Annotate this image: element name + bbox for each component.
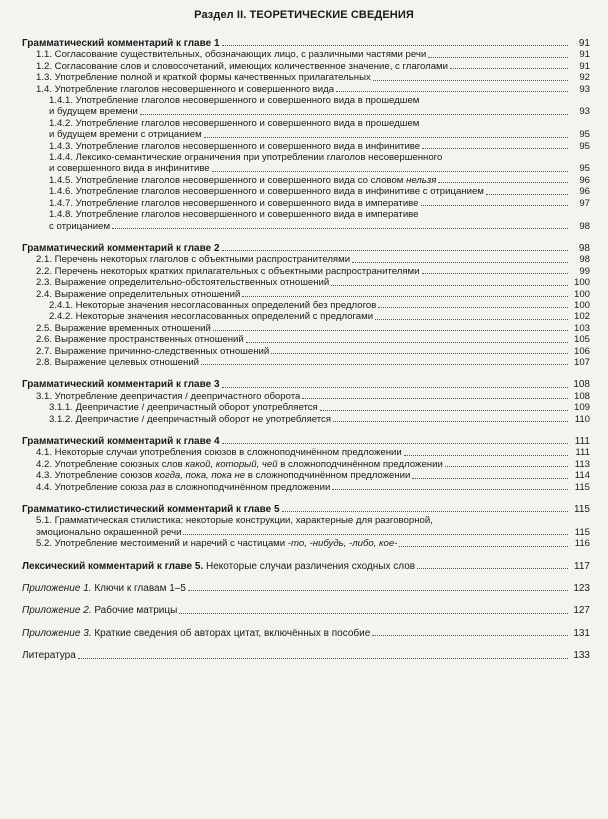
toc-entry-text-cont: и совершенного вида в инфинитиве	[49, 163, 210, 175]
page-number: 93	[579, 83, 590, 95]
toc-entry[interactable]	[22, 61, 590, 72]
toc-entry[interactable]	[22, 402, 590, 413]
literature-text: Литература	[22, 650, 76, 662]
toc-entry-text-main: 1.4.7. Употребление глаголов несовершенного и совершенного вида в императиве	[49, 197, 419, 209]
appendix-entry[interactable]	[22, 628, 590, 639]
toc-entry-text-main: 5.2. Употребление местоимений и наречий с частицами	[36, 538, 288, 550]
table-of-contents	[22, 38, 590, 662]
dot-leader	[450, 68, 568, 69]
toc-entry-text	[49, 311, 373, 322]
dot-leader	[242, 296, 568, 297]
toc-entry-text	[22, 561, 415, 572]
page-number: 99	[579, 265, 590, 277]
toc-entry-line1	[22, 209, 590, 220]
page-number: 93	[579, 106, 590, 118]
toc-entry-text	[22, 436, 220, 447]
lexical-entry[interactable]	[22, 561, 590, 572]
toc-entry[interactable]	[22, 334, 590, 345]
toc-entry-text	[36, 346, 269, 357]
page-number: 96	[579, 186, 590, 198]
appendix-label: Приложение 3.	[22, 627, 92, 639]
dot-leader	[320, 410, 568, 411]
toc-entry-text-main: 2.3. Выражение определительно-обстоятельственных отношений	[36, 277, 330, 289]
dot-leader	[422, 148, 568, 149]
toc-entry-text	[36, 334, 244, 345]
dot-leader	[188, 590, 568, 591]
toc-entry[interactable]	[22, 72, 590, 83]
toc-entry[interactable]	[22, 323, 590, 334]
dot-leader	[112, 228, 568, 229]
toc-entry-italic: когда, пока, пока не	[155, 470, 246, 482]
toc-entry[interactable]	[22, 527, 590, 538]
toc-entry-italic: какой, который, чей	[185, 458, 278, 470]
toc-entry[interactable]	[22, 311, 590, 322]
toc-entry-text-main: 4.1. Некоторые случаи употребления союзов в сложноподчинённом предложении	[36, 447, 402, 459]
toc-entry-text	[36, 447, 402, 458]
dot-leader	[378, 307, 568, 308]
page-number: 98	[578, 242, 590, 254]
dot-leader	[282, 511, 568, 512]
toc-entry-text-main: 2.4. Выражение определительных отношений	[36, 288, 241, 300]
dot-leader	[222, 45, 568, 46]
page-number: 131	[573, 627, 590, 639]
toc-entry-italic: раз	[150, 481, 166, 493]
toc-entry-text: 1.4.2. Употребление глаголов несовершенного и совершенного вида в прошедшем	[49, 117, 420, 129]
dot-leader	[78, 658, 568, 659]
toc-entry-text-main: 2.2. Перечень некоторых кратких прилагательных с объектными распространителями	[36, 265, 420, 277]
page-number: 109	[573, 402, 590, 414]
section-gap	[22, 493, 590, 504]
toc-entry-text	[36, 470, 410, 481]
page-number: 110	[574, 413, 590, 425]
toc-entry-text: 1.4.8. Употребление глаголов несовершенного и совершенного вида в императиве	[49, 209, 419, 221]
page-number: 91	[578, 38, 590, 49]
toc-entry-text	[22, 650, 76, 661]
toc-entry-text	[36, 538, 397, 549]
toc-entry-text-main: 2.4.2. Некоторые значения несогласованных определений с предлогами	[49, 311, 374, 323]
section-title[interactable]	[22, 504, 590, 515]
toc-entry-text	[22, 605, 177, 616]
toc-entry-line1	[22, 515, 590, 526]
page-number: 97	[579, 197, 590, 209]
page-number: 96	[579, 174, 590, 186]
toc-entry[interactable]	[22, 198, 590, 209]
toc-entry-text	[22, 504, 280, 515]
page-number: 117	[574, 560, 590, 572]
page-number: 127	[573, 605, 590, 617]
dot-leader	[222, 443, 568, 444]
dot-leader	[179, 613, 568, 614]
toc-entry-text	[36, 323, 211, 334]
dot-leader	[486, 194, 568, 195]
toc-entry-text-main: 1.1. Согласование существительных, обозначающих лицо, с различными частями речи	[36, 49, 427, 61]
section-gap	[22, 232, 590, 243]
toc-entry[interactable]	[22, 447, 590, 458]
toc-entry-text-cont: и будущем времени	[49, 106, 138, 118]
page-number: 106	[573, 345, 590, 357]
toc-entry-text	[36, 266, 420, 277]
toc-entry-text: 5.1. Грамматическая стилистика: некоторые конструкции, характерные для разговорной,	[36, 515, 433, 527]
dot-leader	[213, 330, 568, 331]
toc-entry-text	[49, 106, 138, 117]
toc-entry[interactable]	[22, 538, 590, 549]
dot-leader	[333, 421, 568, 422]
appendix-entry[interactable]	[22, 605, 590, 616]
dot-leader	[422, 273, 568, 274]
section-gap	[22, 550, 590, 561]
toc-entry-text-main: 2.5. Выражение временных отношений	[36, 322, 211, 334]
toc-entry-text: 1.4.4. Лексико-семантические ограничения при употреблении глаголов несовершенного	[49, 152, 443, 164]
toc-entry[interactable]	[22, 141, 590, 152]
toc-entry-line1	[22, 118, 590, 129]
toc-entry[interactable]	[22, 49, 590, 60]
section-gap	[22, 617, 590, 628]
dot-leader	[332, 489, 568, 490]
page-number: 100	[573, 288, 590, 300]
dot-leader	[204, 137, 568, 138]
dot-leader	[331, 285, 568, 286]
toc-entry[interactable]	[22, 84, 590, 95]
dot-leader	[445, 466, 568, 467]
toc-entry-text: 1.4.1. Употребление глаголов несовершенного и совершенного вида в прошедшем	[49, 95, 420, 107]
toc-entry[interactable]	[22, 300, 590, 311]
toc-entry[interactable]	[22, 357, 590, 368]
section-title[interactable]	[22, 38, 590, 49]
toc-entry-text	[49, 129, 202, 140]
toc-entry-text	[36, 277, 329, 288]
toc-entry-text	[49, 300, 376, 311]
toc-entry-italic: нельзя	[406, 174, 437, 186]
toc-entry-text-main: 2.7. Выражение причинно-следственных отношений	[36, 345, 270, 357]
section-title[interactable]	[22, 379, 590, 390]
page-number: 91	[579, 60, 590, 72]
page-number: 108	[573, 390, 590, 402]
page-number: 102	[573, 311, 590, 323]
dot-leader	[417, 568, 568, 569]
toc-entry-text	[49, 163, 210, 174]
page-number: 116	[574, 538, 590, 550]
page-number: 95	[579, 129, 590, 141]
section-gap	[22, 425, 590, 436]
toc-entry-text	[22, 379, 220, 390]
toc-entry[interactable]	[22, 346, 590, 357]
toc-entry[interactable]	[22, 186, 590, 197]
dot-leader	[246, 342, 568, 343]
section-gap	[22, 368, 590, 379]
page-number: 111	[574, 436, 590, 447]
page-number: 115	[574, 526, 590, 538]
page-number: 100	[573, 277, 590, 289]
dot-leader	[336, 91, 568, 92]
toc-entry-text	[36, 357, 199, 368]
page-number: 107	[573, 356, 590, 368]
toc-entry-text-main: Грамматико-стилистический комментарий к главе 5	[22, 504, 280, 516]
appendix-entry[interactable]	[22, 583, 590, 594]
toc-entry-text-main: 4.4. Употребление союза	[36, 481, 151, 493]
toc-entry-text-main: 2.4.1. Некоторые значения несогласованных определений без предлогов	[49, 299, 377, 311]
toc-entry-text	[49, 402, 318, 413]
toc-entry[interactable]	[22, 163, 590, 174]
toc-entry-text-main: 1.4.6. Употребление глаголов несовершенного и совершенного вида в инфинитиве с отрицанием	[49, 186, 484, 198]
toc-entry-line1	[22, 95, 590, 106]
toc-entry-text	[22, 583, 186, 594]
page-number: 115	[574, 504, 590, 516]
page-number: 92	[579, 72, 590, 84]
page-number: 95	[579, 140, 590, 152]
toc-entry-text	[49, 186, 484, 197]
toc-entry[interactable]	[22, 129, 590, 140]
page-number: 98	[579, 220, 590, 232]
toc-entry-text-main: 2.1. Перечень некоторых глаголов с объектными распространителями	[36, 254, 351, 266]
lexical-rest: Некоторые случаи различения сходных слов	[203, 560, 416, 572]
toc-entry-text-main: 1.4.5. Употребление глаголов несовершенного и совершенного вида со словом	[49, 174, 407, 186]
toc-entry-text-main: 2.8. Выражение целевых отношений	[36, 356, 200, 368]
toc-entry-text	[36, 391, 300, 402]
toc-entry-text-main: 3.1.1. Деепричастие / деепричастный оборот употребляется	[49, 402, 318, 414]
toc-entry-text	[49, 175, 436, 186]
toc-entry-text-main: Грамматический комментарий к главе 3	[22, 379, 220, 391]
toc-entry-text-cont: с отрицанием	[49, 220, 111, 232]
toc-entry-text-main: Грамматический комментарий к главе 1	[22, 38, 220, 49]
toc-entry-text-main: 1.3. Употребление полной и краткой формы качественных прилагательных	[36, 72, 371, 84]
toc-entry-text	[36, 459, 443, 470]
page-number: 114	[574, 470, 590, 482]
toc-entry-text	[36, 527, 181, 538]
toc-entry-text	[22, 628, 370, 639]
dot-leader	[399, 546, 568, 547]
dot-leader	[373, 80, 568, 81]
toc-entry[interactable]	[22, 106, 590, 117]
toc-entry-text-main: 1.2. Согласование слов и словосочетаний, имеющих количественное значение, с глаголами	[36, 60, 449, 72]
toc-entry-text	[49, 414, 331, 425]
section-gap	[22, 572, 590, 583]
toc-entry-text-after: в сложноподчинённом предложении	[277, 458, 443, 470]
section-title[interactable]	[22, 436, 590, 447]
toc-entry[interactable]	[22, 221, 590, 232]
page-number: 115	[574, 481, 590, 493]
toc-entry-text-cont: эмоционально окрашенной речи	[36, 526, 182, 538]
toc-entry[interactable]	[22, 482, 590, 493]
toc-entry[interactable]	[22, 175, 590, 186]
page-number: 100	[573, 299, 590, 311]
toc-entry-text	[22, 243, 220, 254]
toc-entry-text	[36, 72, 371, 83]
page-number: 113	[574, 458, 590, 470]
toc-entry-text-main: Грамматический комментарий к главе 2	[22, 242, 220, 254]
literature-entry[interactable]	[22, 650, 590, 661]
lexical-bold: Лексический комментарий к главе 5.	[22, 560, 204, 572]
toc-entry[interactable]	[22, 391, 590, 402]
toc-entry[interactable]	[22, 289, 590, 300]
dot-leader	[412, 478, 568, 479]
toc-entry-text	[36, 289, 240, 300]
section-gap	[22, 594, 590, 605]
page-number: 108	[573, 379, 590, 391]
appendix-text: Ключи к главам 1–5	[91, 583, 186, 595]
toc-entry-text-main: 4.2. Употребление союзных слов	[36, 458, 186, 470]
page-heading: Раздел II. ТЕОРЕТИЧЕСКИЕ СВЕДЕНИЯ	[194, 9, 414, 21]
dot-leader	[302, 398, 568, 399]
toc-entry-text-main: Грамматический комментарий к главе 4	[22, 436, 220, 447]
toc-entry[interactable]	[22, 470, 590, 481]
dot-leader	[201, 364, 568, 365]
toc-entry[interactable]	[22, 414, 590, 425]
toc-entry-text-cont: и будущем времени с отрицанием	[49, 129, 202, 141]
appendix-label: Приложение 2.	[22, 605, 92, 617]
dot-leader	[140, 114, 568, 115]
toc-entry-italic: -то, -нибудь, -либо, кое-	[287, 538, 398, 550]
section-title[interactable]	[22, 243, 590, 254]
toc-entry-text-main: 3.1. Употребление деепричастия / деепричастного оборота	[36, 390, 301, 402]
page-number: 105	[573, 334, 590, 346]
toc-entry-text-main: 1.4.3. Употребление глаголов несовершенного и совершенного вида в инфинитиве	[49, 140, 421, 152]
page-number: 111	[575, 447, 590, 459]
page-number: 98	[579, 254, 590, 266]
dot-leader	[375, 319, 568, 320]
page-number: 95	[579, 163, 590, 175]
toc-entry-text	[36, 254, 350, 265]
appendix-text: Рабочие матрицы	[91, 605, 178, 617]
toc-entry[interactable]	[22, 266, 590, 277]
page-number: 123	[573, 583, 590, 595]
dot-leader	[404, 455, 568, 456]
toc-entry[interactable]	[22, 277, 590, 288]
dot-leader	[428, 57, 568, 58]
toc-entry-text	[22, 38, 220, 49]
appendix-text: Краткие сведения об авторах цитат, включённых в пособие	[91, 627, 371, 639]
dot-leader	[212, 171, 568, 172]
toc-entry-text-main: 2.6. Выражение пространственных отношений	[36, 334, 244, 346]
toc-entry-text-after: в сложноподчинённом предложении	[165, 481, 331, 493]
toc-entry-text-main: 4.3. Употребление союзов	[36, 470, 156, 482]
dot-leader	[271, 353, 568, 354]
dot-leader	[438, 182, 568, 183]
section-gap	[22, 639, 590, 650]
dot-leader	[352, 262, 568, 263]
toc-entry-text	[36, 84, 334, 95]
toc-entry[interactable]	[22, 254, 590, 265]
toc-entry-text	[49, 221, 110, 232]
toc-entry-text-after: в сложноподчинённом предложении	[245, 470, 411, 482]
toc-entry-text-main: 1.4. Употребление глаголов несовершенного и совершенного вида	[36, 83, 335, 95]
toc-entry-text	[49, 141, 420, 152]
toc-entry[interactable]	[22, 459, 590, 470]
page-number: 133	[573, 650, 590, 662]
toc-entry-text	[49, 198, 419, 209]
dot-leader	[222, 250, 568, 251]
dot-leader	[183, 534, 568, 535]
dot-leader	[372, 635, 568, 636]
page-number: 91	[579, 49, 590, 61]
toc-entry-text	[36, 49, 426, 60]
toc-entry-text	[36, 61, 448, 72]
appendix-label: Приложение 1.	[22, 583, 92, 595]
page-number: 103	[573, 322, 590, 334]
toc-entry-text	[36, 482, 330, 493]
toc-entry-text-main: 3.1.2. Деепричастие / деепричастный оборот не употребляется	[49, 413, 332, 425]
dot-leader	[421, 205, 568, 206]
dot-leader	[222, 387, 568, 388]
toc-entry-line1	[22, 152, 590, 163]
